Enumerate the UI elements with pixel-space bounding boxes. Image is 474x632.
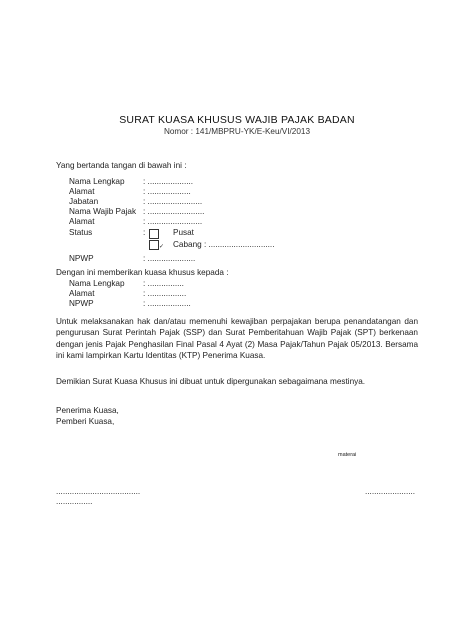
body-paragraph: Untuk melaksanakan hak dan/atau memenuhi kewajiban perpajakan berupa penandatangan dan pengurusan Surat Perintah Pajak (SSP) dan Surat Pemberitahuan Wajib Pajak (SPT) berkenaan dengan jenis Pajak Penghasilan Final Pasal 4 Ayat (2) Masa Pajak/Tahun Pajak 05/2013. Bersama ini kami lampirkan Kartu Identitas (KTP) Penerima Kuasa. <box>56 317 418 360</box>
field-value: : ................ <box>143 279 184 288</box>
field-value: : ................. <box>143 289 187 298</box>
field-value: : ........................ <box>143 217 203 226</box>
field-value: : ..................... <box>143 254 196 263</box>
field-label: Nama Wajib Pajak <box>69 207 137 216</box>
field-value: : ................... <box>143 187 191 196</box>
document-title: SURAT KUASA KHUSUS WAJIB PAJAK BADAN <box>119 114 355 126</box>
pusat-checkbox[interactable] <box>149 229 159 239</box>
field-label: Jabatan <box>69 197 99 206</box>
closing-text: Demikian Surat Kuasa Khusus ini dibuat untuk dipergunakan sebagaimana mestinya. <box>56 377 366 386</box>
field-label: Alamat <box>69 187 95 196</box>
field-value: : ................... <box>143 299 191 308</box>
status-option-cabang: Cabang : ............................. <box>173 240 275 249</box>
field-value: : .................... <box>143 177 194 186</box>
field-value: : ......................... <box>143 207 205 216</box>
intro-text: Yang bertanda tangan di bawah ini : <box>56 161 187 170</box>
field-label: Nama Lengkap <box>69 279 125 288</box>
intro2-text: Dengan ini memberikan kuasa khusus kepada : <box>56 268 229 277</box>
field-value: : ........................ <box>143 197 203 206</box>
field-label: Alamat <box>69 217 95 226</box>
document-number: Nomor : 141/MBPRU-YK/E-Keu/VI/2013 <box>163 127 311 136</box>
field-label: Alamat <box>69 289 95 298</box>
cabang-checkbox[interactable] <box>149 240 159 250</box>
field-colon: : <box>143 228 146 237</box>
signature-line-left-2: ................ <box>56 497 93 506</box>
field-label: NPWP <box>69 254 94 263</box>
pemberi-kuasa-label: Pemberi Kuasa, <box>56 417 115 426</box>
status-option-pusat: Pusat <box>173 228 194 237</box>
field-label: NPWP <box>69 299 94 308</box>
checkbox-tick-icon: ✓ <box>159 244 165 250</box>
signature-line-right: ...................... <box>365 487 416 496</box>
penerima-kuasa-label: Penerima Kuasa, <box>56 406 119 415</box>
field-label: Status <box>69 228 93 237</box>
signature-line-left: ..................................... <box>56 487 141 496</box>
materai-label: materai <box>338 452 357 458</box>
field-label: Nama Lengkap <box>69 177 125 186</box>
